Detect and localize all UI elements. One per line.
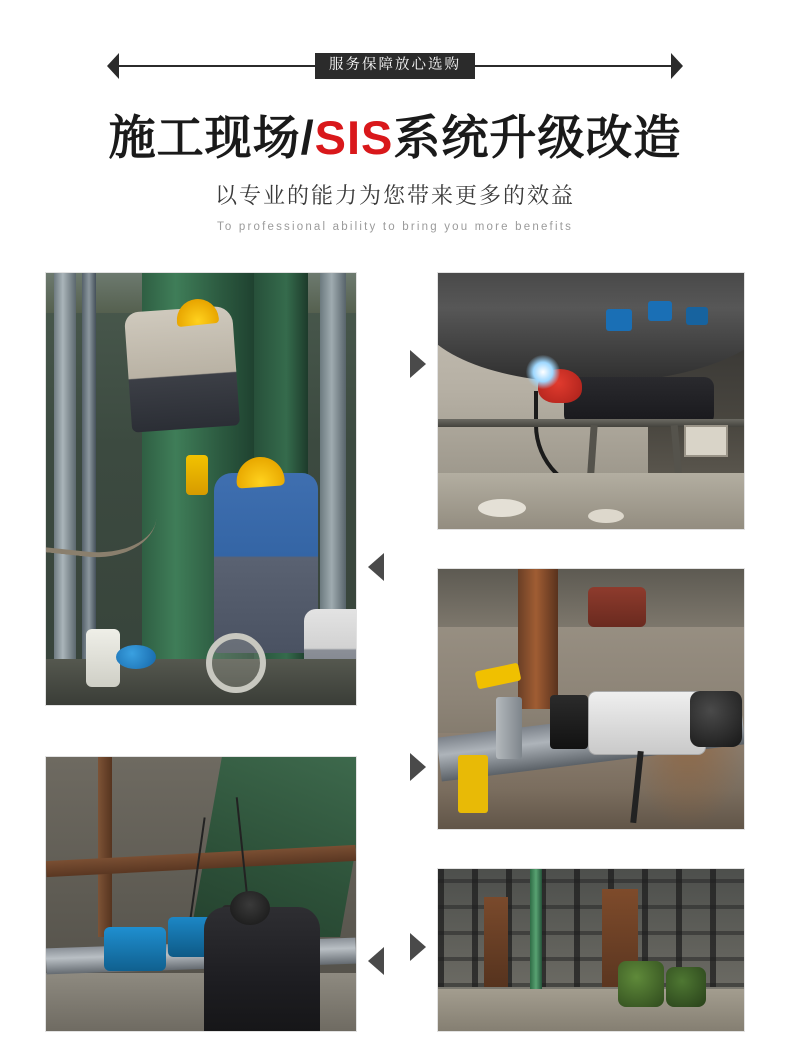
arrow-right-top-icon bbox=[410, 350, 426, 378]
ribbon-rule-right bbox=[475, 65, 671, 67]
ribbon-tail-left-icon bbox=[107, 53, 119, 79]
page-title bbox=[0, 112, 790, 164]
service-banner-label: 服务保障放心选购 bbox=[315, 53, 475, 79]
arrow-right-bottom-icon bbox=[410, 933, 426, 961]
photo-actuator-commissioning bbox=[45, 756, 357, 1032]
arrow-right-middle-icon bbox=[410, 753, 426, 781]
page-title-accent: SIS bbox=[314, 111, 394, 164]
photo-welding-under-tank bbox=[437, 272, 745, 530]
photo-construction-column bbox=[45, 272, 357, 706]
page-subtitle-english: To professional ability to bring you more benefits bbox=[216, 221, 574, 233]
photo-plant-structure bbox=[437, 868, 745, 1032]
arrow-left-bottom-icon bbox=[368, 947, 384, 975]
service-banner bbox=[0, 52, 790, 80]
photo-pneumatic-valve bbox=[437, 568, 745, 830]
ribbon-rule-left bbox=[119, 65, 315, 67]
page-title-prefix: 施工现场/ bbox=[108, 111, 315, 164]
page-subtitle: 以专业的能力为您带来更多的效益 bbox=[214, 183, 575, 208]
photo-gallery bbox=[0, 272, 790, 1032]
arrow-left-middle-icon bbox=[368, 553, 384, 581]
ribbon-tail-right-icon bbox=[671, 53, 683, 79]
page-title-suffix: 系统升级改造 bbox=[393, 111, 682, 164]
